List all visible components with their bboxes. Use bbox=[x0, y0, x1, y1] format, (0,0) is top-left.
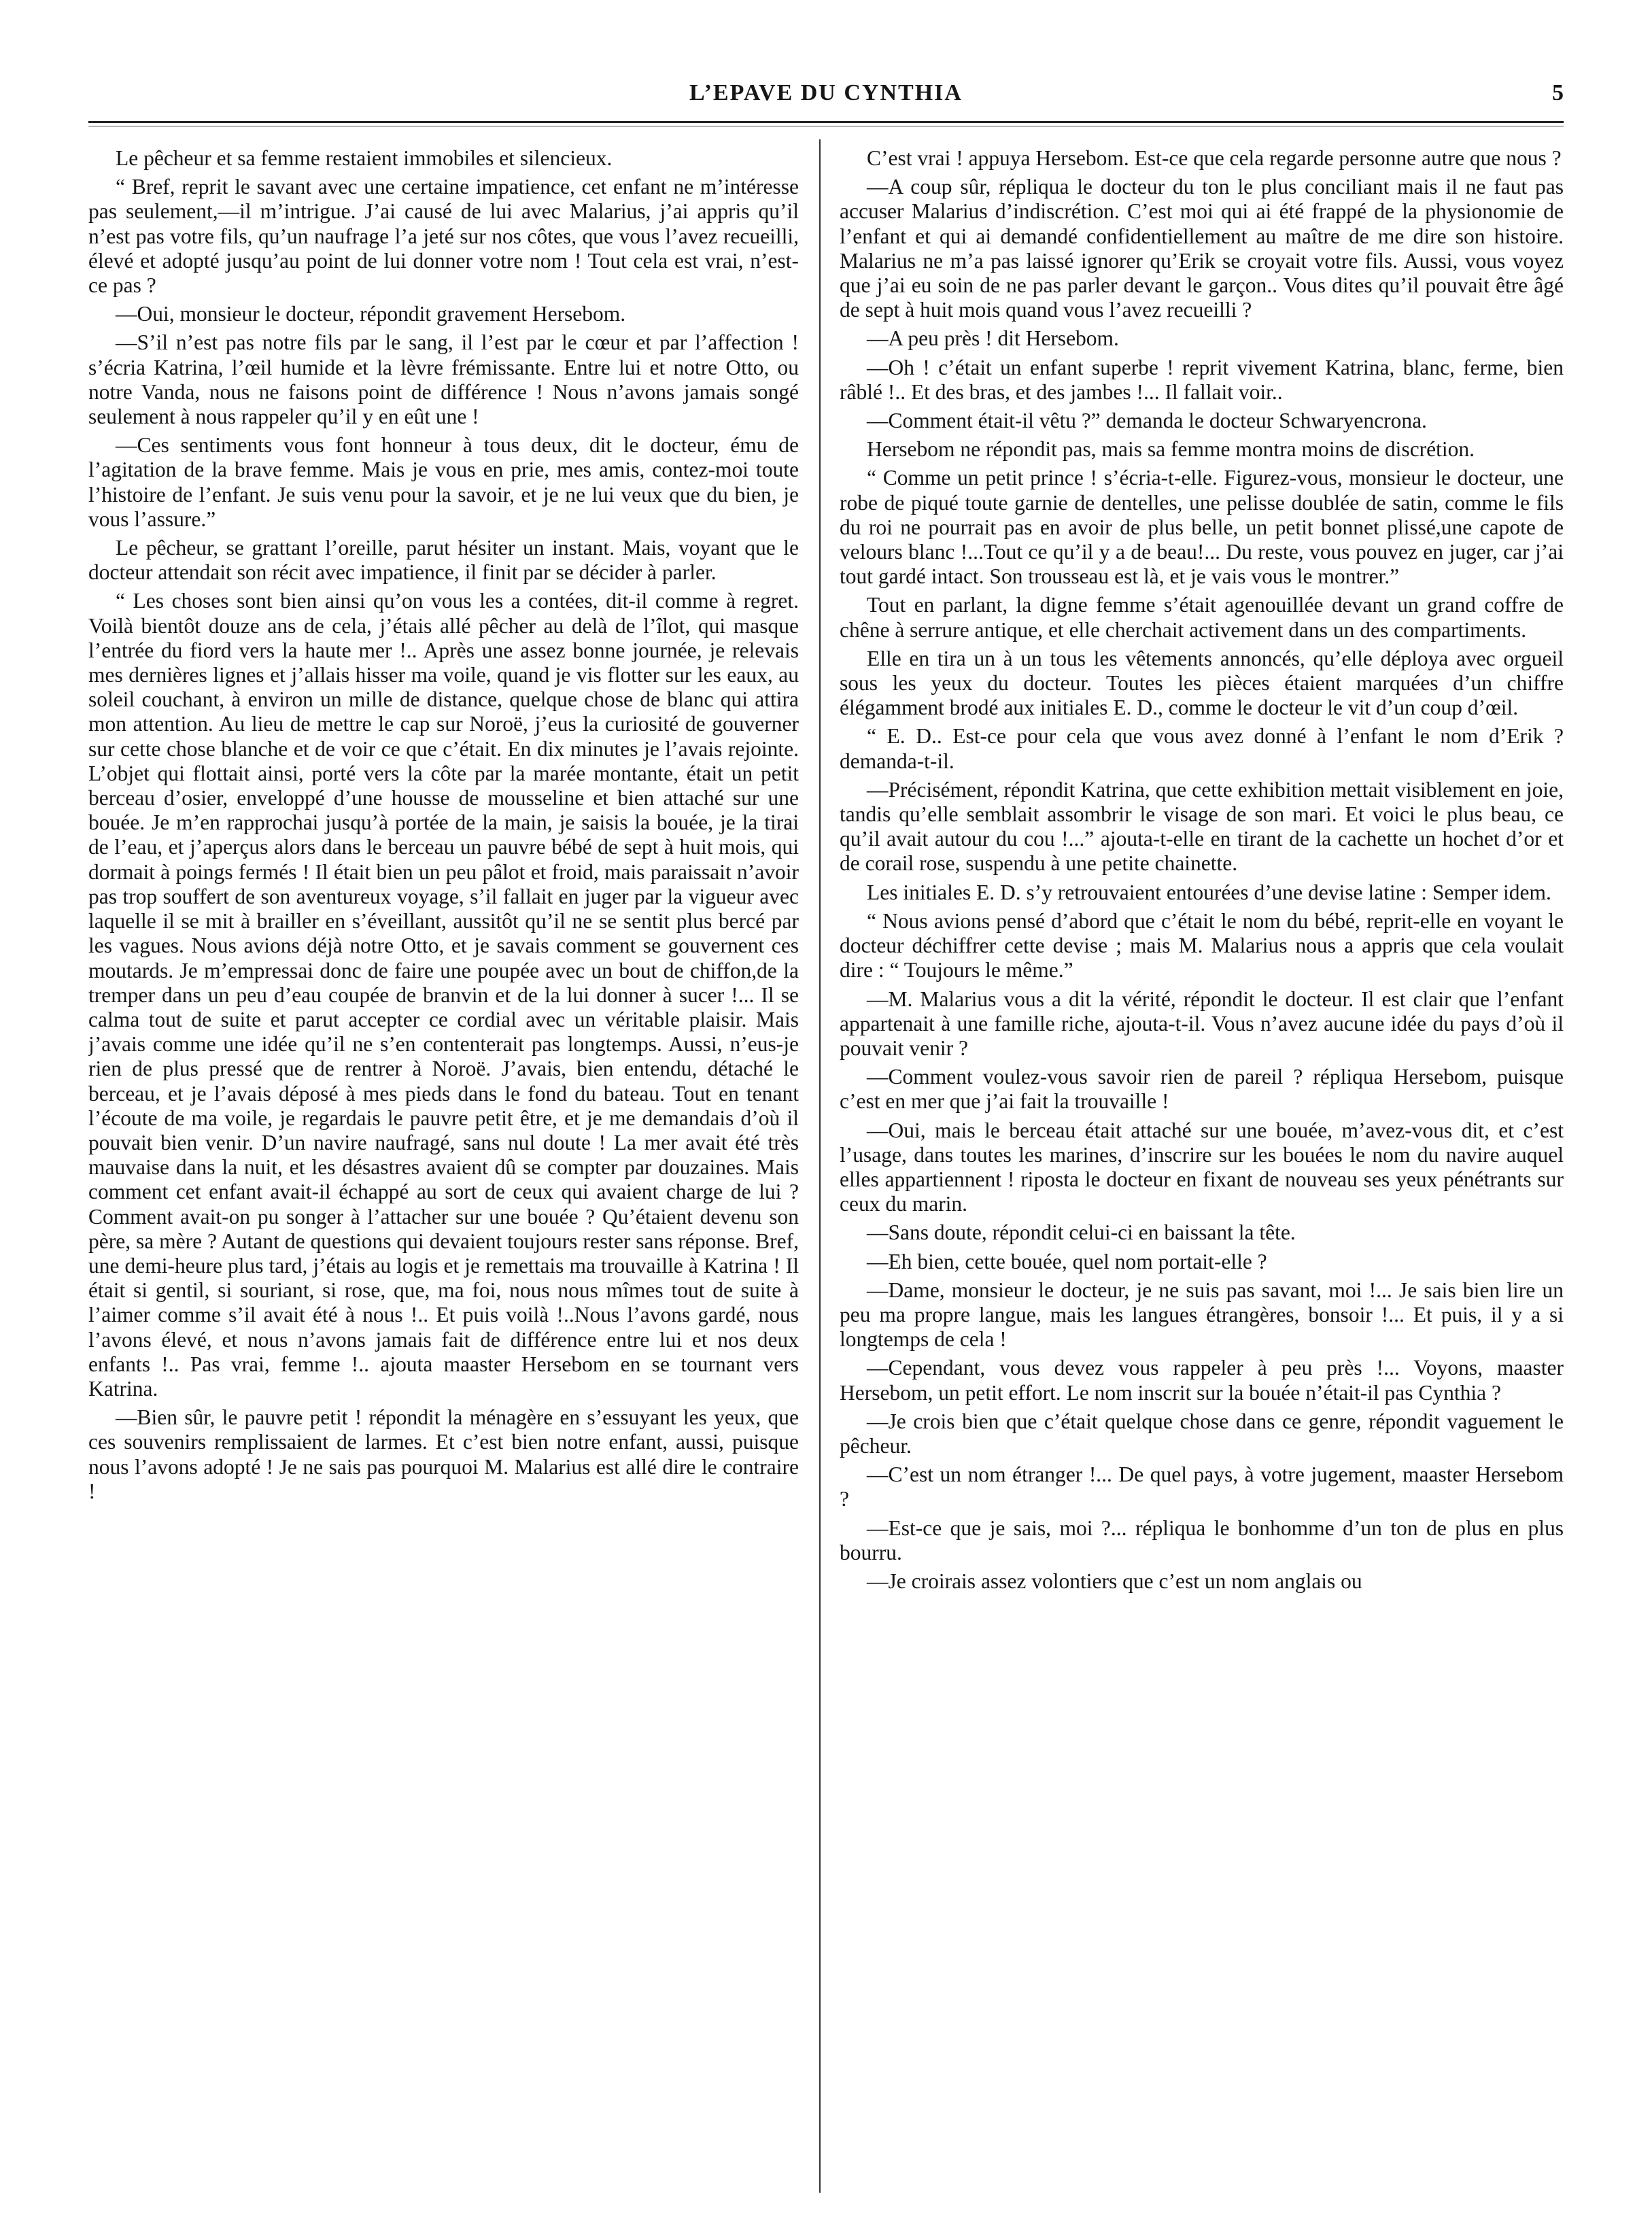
paragraph: “ E. D.. Est-ce pour cela que vous avez donné à l’enfant le nom d’Erik ? demanda-t-il. bbox=[840, 724, 1564, 773]
running-title: L’EPAVE DU CYNTHIA bbox=[689, 80, 963, 105]
paragraph: —M. Malarius vous a dit la vérité, répondit le docteur. Il est clair que l’enfant appartenait à une famille riche, ajouta-t-il. Vous n’avez aucune idée du pays d’où il pouvait venir ? bbox=[840, 987, 1564, 1060]
paragraph: —Dame, monsieur le docteur, je ne suis pas savant, moi !... Je sais bien lire un peu ma propre langue, mais les langues étrangères, bonsoir !... Et puis, il y a si longtemps de cela ! bbox=[840, 1278, 1564, 1352]
paragraph: “ Les choses sont bien ainsi qu’on vous les a contées, dit-il comme à regret. Voilà bientôt douze ans de cela, j’étais allé pêcher au delà de l’îlot, qui masque l’entrée du fiord vers la haute mer !.. Après une assez bonne journée, je relevais mes dernières lignes et j’allais hisser ma voile, quand je vis flotter sur les eaux, au soleil couchant, à environ un mille de distance, quelque chose de blanc qui attira mon attention. Au lieu de mettre le cap sur Noroë, j’eus la curiosité de gouverner sur cette chose blanche et de voir ce que c’était. En dix minutes je l’avais rejointe. L’objet qui flottait ainsi, porté vers la côte par la marée montante, était un petit berceau d’osier, enveloppé d’une housse de mousseline et bien attaché sur une bouée. Je m’en rapprochai jusqu’à portée de la main, je saisis la bouée, je la tirai de l’eau, et j’aperçus alors dans le berceau un pauvre bébé de sept à huit mois, qui dormait à poings fermés ! Il était bien un peu pâlot et froid, mais paraissait n’avoir pas trop souffert de son aventureux voyage, s’il fallait en juger par la vigueur avec laquelle il se mit à brailler en s’éveillant, aussitôt qu’il ne se sentit plus bercé par les vagues. Nous avions déjà notre Otto, et je savais comment se gouvernent ces moutards. Je m’empressai donc de faire une poupée avec un bout de chiffon,de la tremper dans un peu d’eau coupée de branvin et de la lui donner à sucer !... Il se calma tout de suite et parut accepter ce cordial avec un véritable plaisir. Mais j’avais comme une idée qu’il ne s’en contenterait pas longtemps. Aussi, n’eus-je rien de plus pressé que de rentrer à Noroë. J’avais, bien entendu, détaché le berceau, et je l’avais déposé à mes pieds dans le fond du bateau. Tout en tenant l’écoute de ma voile, je regardais le pauvre petit être, et je me demandais d’où il pouvait bien venir. D’un navire naufragé, sans nul doute ! La mer avait été très mauvaise dans la nuit, et les désastres avaient dû se compter par douzaines. Mais comment cet enfant avait-il échappé au sort de ceux qui avaient charge de lui ? Comment avait-on pu songer à l’attacher sur une bouée ? Qu’étaient devenu son père, sa mère ? Autant de questions qui devaient toujours rester sans réponse. Bref, une demi-heure plus tard, j’étais au logis et je remettais ma trouvaille à Katrina ! Il était si gentil, si souriant, si rose, que, ma foi, nous nous mîmes tout de suite à l’aimer comme s’il avait été à nous !.. Et puis voilà !..Nous l’avons gardé, nous l’avons élevé, et nous n’avons jamais fait de différence entre lui et nos deux enfants !.. Pas vrai, femme !.. ajouta maaster Hersebom en se tournant vers Katrina. bbox=[88, 589, 799, 1401]
paragraph: —Comment était-il vêtu ?” demanda le docteur Schwaryencrona. bbox=[867, 409, 1427, 433]
paragraph: “ Bref, reprit le savant avec une certaine impatience, cet enfant ne m’intéresse pas seulement,—il m’intrigue. J’ai causé de lui avec Malarius, j’ai appris qu’il n’est pas votre fils, qu’un naufrage l’a jeté sur nos côtes, que vous l’avez recueilli, élevé et adopté jusqu’au point de lui donner votre nom ! Tout cela est vrai, n’est-ce pas ? bbox=[88, 175, 799, 298]
paragraph: C’est vrai ! appuya Hersebom. Est-ce que cela regarde personne autre que nous ? bbox=[867, 146, 1562, 170]
paragraph: Les initiales E. D. s’y retrouvaient entourées d’une devise latine : Semper idem. bbox=[867, 880, 1551, 904]
paragraph: —Oui, mais le berceau était attaché sur une bouée, m’avez-vous dit, et c’est l’usage, dans toutes les marines, d’inscrire sur les bouées le nom du navire auquel elles appartiennent ! riposta le docteur en fixant de nouveau ses yeux pénétrants sur ceux du marin. bbox=[840, 1118, 1564, 1216]
paragraph: Tout en parlant, la digne femme s’était agenouillée devant un grand coffre de chêne à serrure antique, et elle cherchait activement dans un des compartiments. bbox=[840, 593, 1564, 642]
paragraph: —Comment voulez-vous savoir rien de pareil ? répliqua Hersebom, puisque c’est en mer que j’ai fait la trouvaille ! bbox=[840, 1065, 1564, 1114]
paragraph: —Sans doute, répondit celui-ci en baissant la tête. bbox=[867, 1220, 1296, 1245]
running-head bbox=[88, 80, 1564, 121]
paragraph: Hersebom ne répondit pas, mais sa femme montra moins de discrétion. bbox=[867, 437, 1475, 462]
paragraph: —Eh bien, cette bouée, quel nom portait-elle ? bbox=[867, 1249, 1267, 1273]
paragraph: —Cependant, vous devez vous rappeler à peu près !... Voyons, maaster Hersebom, un petit effort. Le nom inscrit sur la bouée n’était-il pas Cynthia ? bbox=[840, 1356, 1564, 1405]
header-rule bbox=[88, 121, 1564, 126]
paragraph: —Précisément, répondit Katrina, que cette exhibition mettait visiblement en joie, tandis qu’elle semblait assombrir le visage de son mari. Et voici le plus beau, ce qu’il avait autour du cou !...” ajouta-t-elle en tirant de la cachette un hochet d’or et de corail rose, suspendu à une petite chainette. bbox=[840, 777, 1564, 876]
paragraph: —Oui, monsieur le docteur, répondit gravement Hersebom. bbox=[116, 302, 626, 326]
paragraph: —A peu près ! dit Hersebom. bbox=[867, 326, 1119, 351]
paragraph: —Je crois bien que c’était quelque chose dans ce genre, répondit vaguement le pêcheur. bbox=[840, 1409, 1564, 1458]
paragraph: Le pêcheur et sa femme restaient immobiles et silencieux. bbox=[116, 146, 613, 170]
paragraph: —Ces sentiments vous font honneur à tous deux, dit le docteur, ému de l’agitation de la brave femme. Mais je vous en prie, mes amis, contez-moi toute l’histoire de l’enfant. Je suis venu pour la savoir, et je ne lui veux que du bien, je vous l’assure.” bbox=[88, 433, 799, 531]
paragraph: —Est-ce que je sais, moi ?... répliqua le bonhomme d’un ton de plus en plus bourru. bbox=[840, 1516, 1564, 1564]
column-divider bbox=[819, 139, 821, 2193]
paragraph: Elle en tira un à un tous les vêtements annoncés, qu’elle déploya avec orgueil sous les yeux du docteur. Toutes les pièces étaient marquées d’un chiffre élégamment brodé aux initiales E. D., comme le docteur le vit d’un coup d’œil. bbox=[840, 646, 1564, 720]
paragraph: —Oh ! c’était un enfant superbe ! reprit vivement Katrina, blanc, ferme, bien râblé !.. Et des bras, et des jambes !... Il fallait voir.. bbox=[840, 355, 1564, 404]
paragraph: “ Nous avions pensé d’abord que c’était le nom du bébé, reprit-elle en voyant le docteur déchiffrer cette devise ; mais M. Malarius nous a appris que cela voulait dire : “ Toujours le même.” bbox=[840, 908, 1564, 982]
paragraph: “ Comme un petit prince ! s’écria-t-elle. Figurez-vous, monsieur le docteur, une robe de piqué toute garnie de dentelles, une pelisse doublée de satin, comme le fils du roi ne pourrait pas en avoir de plus belle, un petit bonnet plissé,une capote de velours blanc !...Tout ce qu’il y a de beau!... Du reste, vous pouvez en juger, car j’ai tout gardé intact. Son trousseau est là, et je vais vous le montrer.” bbox=[840, 466, 1564, 589]
left-column bbox=[88, 146, 799, 2199]
paragraph: —A coup sûr, répliqua le docteur du ton le plus conciliant mais il ne faut pas accuser Malarius d’indiscrétion. C’est moi qui ai été frappé de la physionomie de l’enfant et qui ai demandé confidentiellement au maître de me dire son histoire. Malarius ne m’a pas laissé ignorer qu’Erik se croyait votre fils. Aussi, vous voyez que j’ai eu soin de ne pas parler devant le garçon.. Vous dites qu’il pouvait être âgé de sept à huit mois quand vous l’avez recueilli ? bbox=[840, 175, 1564, 322]
paragraph: —Je croirais assez volontiers que c’est un nom anglais ou bbox=[867, 1569, 1362, 1593]
paragraph: —Bien sûr, le pauvre petit ! répondit la ménagère en s’essuyant les yeux, que ces souvenirs remplissaient de larmes. Et c’est bien notre enfant, aussi, puisque nous l’avons adopté ! Je ne sais pas pourquoi M. Malarius est allé dire le contraire ! bbox=[88, 1405, 799, 1503]
page-number: 5 bbox=[1552, 80, 1564, 105]
paragraph: —C’est un nom étranger !... De quel pays, à votre jugement, maaster Hersebom ? bbox=[840, 1462, 1564, 1511]
paragraph: —S’il n’est pas notre fils par le sang, il l’est par le cœur et par l’affection ! s’écria Katrina, l’œil humide et la lèvre frémissante. Entre lui et notre Otto, ou notre Vanda, nous ne faisons point de différence ! Nous n’avons jamais songé seulement à nous rappeler qu’il y en eût une ! bbox=[88, 330, 799, 429]
paragraph: Le pêcheur, se grattant l’oreille, parut hésiter un instant. Mais, voyant que le docteur attendait son récit avec impatience, il finit par se décider à parler. bbox=[88, 536, 799, 585]
right-column bbox=[840, 146, 1564, 2199]
